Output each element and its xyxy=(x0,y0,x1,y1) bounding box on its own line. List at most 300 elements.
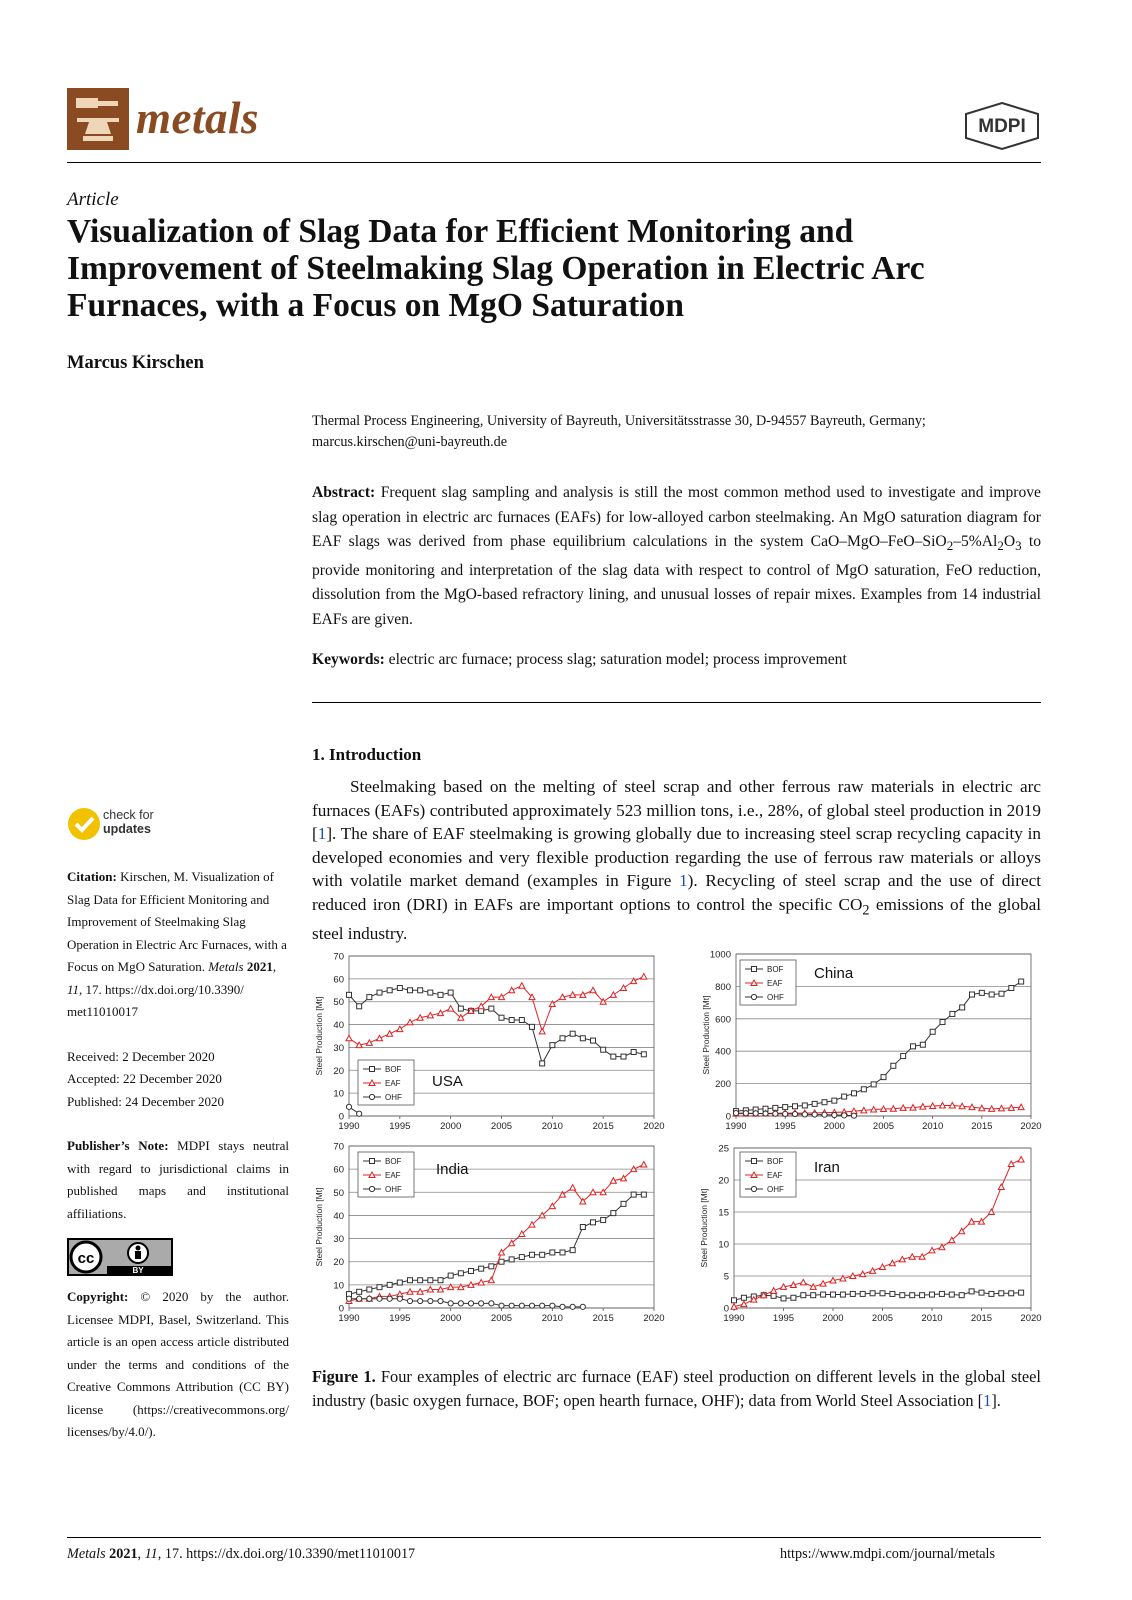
data-point-ohf xyxy=(822,1112,827,1117)
data-point-ohf xyxy=(377,1296,382,1301)
publisher-note xyxy=(67,1135,289,1225)
data-point-ohf xyxy=(438,1298,443,1303)
footer-url[interactable]: https://www.mdpi.com/journal/metals xyxy=(780,1546,996,1562)
caption-text: Four examples of electric arc furnace (EAF) steel production on different levels in the global steel industry (basic oxygen furnace, BOF; open hearth furnace, OHF); data from World Steel Association [ xyxy=(312,1367,1041,1410)
data-point-bof xyxy=(387,988,392,993)
data-point-bof xyxy=(989,1291,994,1296)
legend-marker xyxy=(369,1186,374,1191)
affiliation xyxy=(312,411,1052,453)
legend-marker xyxy=(370,1159,375,1164)
y-tick-label: 5 xyxy=(723,1271,729,1283)
data-point-eaf xyxy=(377,1035,383,1041)
intro-text: ]. The share of EAF steelmaking is growing globally due to increasing steel scrap recycling capacity in developed economies and very flexible production regarding the use of ferrous raw materials or alloys with volatile market demand (examples in Figure xyxy=(312,824,1041,890)
data-point-bof xyxy=(911,1044,916,1049)
data-point-bof xyxy=(999,1291,1004,1296)
data-point-bof xyxy=(519,1018,524,1023)
data-point-bof xyxy=(601,1047,606,1052)
data-point-bof xyxy=(367,1287,372,1292)
data-point-bof xyxy=(852,1091,857,1096)
keywords xyxy=(312,651,1041,669)
mdpi-logo xyxy=(962,101,1042,151)
x-tick-label: 2000 xyxy=(822,1313,844,1324)
data-point-bof xyxy=(920,1042,925,1047)
data-point-bof xyxy=(489,1006,494,1011)
data-point-ohf xyxy=(580,1304,585,1309)
series-line-bof xyxy=(349,1195,644,1295)
footer-volume: 11 xyxy=(144,1546,158,1562)
data-point-bof xyxy=(428,990,433,995)
sidebar xyxy=(67,866,289,1457)
reference-link[interactable]: 1 xyxy=(983,1391,992,1410)
data-point-ohf xyxy=(802,1112,807,1117)
legend-marker xyxy=(370,1067,375,1072)
data-point-ohf xyxy=(407,1298,412,1303)
data-point-ohf xyxy=(851,1113,856,1118)
legend-label: OHF xyxy=(385,1185,402,1194)
x-tick-label: 1990 xyxy=(338,1121,360,1132)
x-tick-label: 2000 xyxy=(823,1121,845,1132)
x-tick-label: 1990 xyxy=(723,1313,745,1324)
legend-marker xyxy=(369,1094,374,1099)
data-point-bof xyxy=(1009,986,1014,991)
data-point-bof xyxy=(560,1250,565,1255)
citation-doi[interactable]: , 17. https://dx.doi.org/10.3390/ met11010017 xyxy=(67,981,244,1019)
x-tick-label: 2015 xyxy=(971,1121,993,1132)
data-point-bof xyxy=(641,1192,646,1197)
y-tick-label: 30 xyxy=(333,1234,344,1246)
citation: Citation: Kirschen, M. Visualization of Slag Data for Efficient Monitoring and Improvement of Steelmaking Slag Operation in Electric Arc Furnaces, with a Focus on MgO Saturation. Metals 2021, 11, 17. https://dx.doi.org/10.3390/ met11010017 xyxy=(67,869,287,1019)
y-tick-label: 50 xyxy=(333,1187,344,1199)
x-tick-label: 1990 xyxy=(725,1121,747,1132)
x-tick-label: 2010 xyxy=(921,1313,943,1324)
data-point-eaf xyxy=(366,1040,372,1046)
data-point-bof xyxy=(890,1291,895,1296)
x-tick-label: 2020 xyxy=(1020,1121,1042,1132)
data-point-bof xyxy=(791,1295,796,1300)
x-tick-label: 2020 xyxy=(643,1313,665,1324)
data-point-ohf xyxy=(832,1112,837,1117)
data-point-eaf xyxy=(621,985,627,991)
y-tick-label: 10 xyxy=(333,1280,344,1292)
article-type: Article xyxy=(67,189,119,210)
y-tick-label: 40 xyxy=(333,1210,344,1222)
y-tick-label: 70 xyxy=(333,951,344,963)
keywords-text: electric arc furnace; process slag; saturation model; process improvement xyxy=(388,651,847,668)
data-point-bof xyxy=(891,1063,896,1068)
data-point-ohf xyxy=(842,1113,847,1118)
data-point-bof xyxy=(408,1278,413,1283)
data-point-ohf xyxy=(550,1303,555,1308)
header-rule xyxy=(67,162,1041,163)
data-point-bof xyxy=(540,1061,545,1066)
y-tick-label: 70 xyxy=(333,1141,344,1153)
data-point-eaf xyxy=(741,1301,747,1307)
data-point-bof xyxy=(1019,1290,1024,1295)
y-tick-label: 0 xyxy=(338,1111,344,1123)
data-point-bof xyxy=(377,1285,382,1290)
data-point-bof xyxy=(621,1201,626,1206)
data-point-eaf xyxy=(488,1277,494,1283)
data-point-bof xyxy=(979,990,984,995)
data-point-bof xyxy=(367,995,372,1000)
legend-label: OHF xyxy=(767,993,784,1002)
keywords-label: Keywords: xyxy=(312,651,385,668)
data-point-eaf xyxy=(346,1035,352,1041)
data-point-bof xyxy=(479,1266,484,1271)
published-date: Published: 24 December 2020 xyxy=(67,1093,225,1109)
data-point-bof xyxy=(621,1054,626,1059)
data-point-ohf xyxy=(367,1296,372,1301)
author: Marcus Kirschen xyxy=(67,353,204,373)
data-point-eaf xyxy=(1018,1157,1024,1163)
data-point-bof xyxy=(831,1292,836,1297)
data-point-bof xyxy=(530,1252,535,1257)
data-point-bof xyxy=(580,1225,585,1230)
subscript: 2 xyxy=(997,538,1004,554)
data-point-bof xyxy=(631,1192,636,1197)
cc-icon: cc xyxy=(77,1250,95,1267)
data-point-eaf xyxy=(448,1006,454,1012)
data-point-bof xyxy=(802,1103,807,1108)
data-point-ohf xyxy=(560,1304,565,1309)
footer-doi[interactable]: , 17. https://dx.doi.org/10.3390/met11010017 xyxy=(157,1546,416,1562)
data-point-bof xyxy=(509,1257,514,1262)
legend-label: EAF xyxy=(385,1079,401,1088)
data-point-eaf xyxy=(998,1184,1004,1190)
data-point-eaf xyxy=(539,1028,545,1034)
data-point-bof xyxy=(881,1075,886,1080)
data-point-eaf xyxy=(397,1026,403,1032)
mdpi-logo-text: MDPI xyxy=(978,116,1026,137)
citation-text: Kirschen, M. Visualization of Slag Data for Efficient Monitoring and Improvement of Steelmaking Slag Operation in Electric Arc Furnaces, with a Focus on MgO Saturation. xyxy=(67,869,287,974)
data-point-bof xyxy=(397,986,402,991)
y-tick-label: 1000 xyxy=(709,949,731,961)
citation-year: 2021 xyxy=(246,959,273,974)
y-tick-label: 60 xyxy=(333,1164,344,1176)
data-point-bof xyxy=(611,1211,616,1216)
data-point-bof xyxy=(959,1293,964,1298)
legend-label: BOF xyxy=(385,1065,402,1074)
data-point-bof xyxy=(601,1218,606,1223)
data-point-bof xyxy=(408,988,413,993)
data-point-ohf xyxy=(792,1111,797,1116)
publisher-note-text: MDPI stays neutral with regard to jurisdictional claims in published maps and institutional affiliations. xyxy=(67,1138,289,1221)
data-point-bof xyxy=(950,1011,955,1016)
data-point-ohf xyxy=(509,1303,514,1308)
subscript: 2 xyxy=(946,538,954,554)
chart-usa xyxy=(312,948,666,1140)
data-point-ohf xyxy=(529,1303,534,1308)
footer-year: 2021 xyxy=(109,1546,138,1562)
data-point-eaf xyxy=(610,992,616,998)
citation-label: Citation: xyxy=(67,869,117,884)
chart-china xyxy=(694,948,1044,1140)
legend-label: OHF xyxy=(767,1185,784,1194)
data-point-bof xyxy=(611,1054,616,1059)
abstract-text: Frequent slag sampling and analysis is still the most common method used to investigate and improve slag operation in electric arc furnaces (EAFs) for low-alloyed carbon steelmaking. An MgO saturation diagram for EAF slags was derived from phase equilibrium calculations in the system CaO–MgO–FeO–SiO xyxy=(312,484,1041,550)
data-point-eaf xyxy=(939,1244,945,1250)
data-point-eaf xyxy=(641,1162,647,1168)
x-tick-label: 2000 xyxy=(440,1313,462,1324)
y-tick-label: 200 xyxy=(715,1079,731,1091)
y-tick-label: 0 xyxy=(723,1303,729,1315)
data-point-eaf xyxy=(387,1031,393,1037)
journal-logo xyxy=(67,88,129,150)
data-point-ohf xyxy=(397,1296,402,1301)
x-tick-label: 2015 xyxy=(592,1121,614,1132)
x-tick-label: 2010 xyxy=(541,1313,563,1324)
x-tick-label: 2010 xyxy=(541,1121,563,1132)
abstract-rule xyxy=(312,702,1041,703)
data-point-bof xyxy=(910,1293,915,1298)
y-tick-label: 15 xyxy=(718,1207,729,1219)
x-tick-label: 2015 xyxy=(970,1313,993,1324)
y-tick-label: 10 xyxy=(333,1088,344,1100)
check-updates-line1: check for xyxy=(103,808,154,822)
data-point-bof xyxy=(812,1101,817,1106)
citation-journal: Metals xyxy=(208,959,244,974)
copyright-label: Copyright: xyxy=(67,1289,129,1304)
data-point-bof xyxy=(631,1050,636,1055)
data-point-bof xyxy=(347,992,352,997)
data-point-eaf xyxy=(1008,1161,1014,1167)
legend-marker xyxy=(752,1159,757,1164)
data-point-bof xyxy=(920,1293,925,1298)
y-axis-label: Steel Production [Mt] xyxy=(314,1187,324,1267)
data-point-bof xyxy=(930,1292,935,1297)
data-point-bof xyxy=(448,990,453,995)
legend-label: OHF xyxy=(385,1093,402,1102)
x-tick-label: 2020 xyxy=(1020,1313,1042,1324)
y-axis-label: Steel Production [Mt] xyxy=(314,996,324,1076)
data-point-bof xyxy=(989,992,994,997)
series-line-bof xyxy=(349,988,644,1063)
legend-marker xyxy=(752,967,757,972)
data-point-ohf xyxy=(499,1303,504,1308)
data-point-bof xyxy=(1009,1291,1014,1296)
data-point-bof xyxy=(999,991,1004,996)
figure-link[interactable]: 1 xyxy=(679,871,688,890)
data-point-eaf xyxy=(880,1264,886,1270)
data-point-bof xyxy=(871,1082,876,1087)
data-point-ohf xyxy=(773,1111,778,1116)
data-point-bof xyxy=(641,1052,646,1057)
footer-journal: Metals xyxy=(67,1546,106,1562)
data-point-bof xyxy=(832,1098,837,1103)
check-for-updates[interactable] xyxy=(67,806,207,842)
reference-link[interactable]: 1 xyxy=(317,824,327,843)
y-tick-label: 10 xyxy=(718,1239,729,1251)
data-point-ohf xyxy=(418,1298,423,1303)
x-tick-label: 2015 xyxy=(592,1313,614,1324)
data-point-eaf xyxy=(509,987,515,993)
data-point-bof xyxy=(438,992,443,997)
data-point-bof xyxy=(781,1296,786,1301)
data-point-bof xyxy=(387,1282,392,1287)
data-point-ohf xyxy=(753,1111,758,1116)
abstract-text: to provide monitoring and interpretation of the slag data with respect to control of MgO saturation, FeO reduction, dissolution from the MgO-based refractory lining, and unusual losses of repair mixes. Examples from 14 industrial EAFs are given. xyxy=(312,533,1041,628)
data-point-bof xyxy=(970,992,975,997)
data-point-eaf xyxy=(407,1019,413,1025)
data-point-eaf xyxy=(590,987,596,993)
data-point-bof xyxy=(489,1264,494,1269)
series-line-eaf xyxy=(349,977,644,1046)
article-title: Visualization of Slag Data for Efficient Monitoring and Improvement of Steelmaking Slag Operation in Electric Arc Furnaces, with a Focus on MgO Saturation xyxy=(67,213,925,324)
section-heading: 1. Introduction xyxy=(312,745,422,764)
x-tick-label: 1995 xyxy=(772,1313,795,1324)
copyright xyxy=(67,1286,289,1444)
data-point-bof xyxy=(870,1291,875,1296)
publisher-note-label: Publisher’s Note: xyxy=(67,1138,169,1153)
by-label: BY xyxy=(132,1266,144,1275)
footer-citation: Metals 2021, 11, 17. https://dx.doi.org/10.3390/met11010017 xyxy=(67,1546,416,1562)
y-tick-label: 400 xyxy=(715,1046,731,1058)
data-point-bof xyxy=(499,1015,504,1020)
data-point-bof xyxy=(861,1087,866,1092)
legend-label: EAF xyxy=(385,1171,401,1180)
x-tick-label: 2000 xyxy=(440,1121,462,1132)
abstract-text: –5%Al xyxy=(953,533,998,550)
data-point-bof xyxy=(418,1278,423,1283)
y-tick-label: 0 xyxy=(338,1303,344,1315)
data-point-bof xyxy=(880,1291,885,1296)
data-point-ohf xyxy=(428,1298,433,1303)
data-point-ohf xyxy=(489,1301,494,1306)
chart-region-label: USA xyxy=(432,1073,463,1090)
citation-volume: 11 xyxy=(67,981,80,997)
legend-marker xyxy=(751,994,756,999)
data-point-bof xyxy=(418,988,423,993)
legend-label: EAF xyxy=(767,979,783,988)
legend-label: BOF xyxy=(767,1157,784,1166)
y-tick-label: 30 xyxy=(333,1042,344,1054)
y-axis-label: Steel Production [Mt] xyxy=(699,1188,709,1268)
y-tick-label: 0 xyxy=(725,1111,731,1123)
data-point-eaf xyxy=(800,1279,806,1285)
x-tick-label: 2005 xyxy=(490,1313,513,1324)
data-point-ohf xyxy=(387,1296,392,1301)
subscript: 2 xyxy=(862,901,870,918)
series-line-eaf xyxy=(736,1105,1021,1113)
data-point-ohf xyxy=(357,1111,362,1116)
data-point-bof xyxy=(519,1255,524,1260)
data-point-bof xyxy=(499,1259,504,1264)
data-point-ohf xyxy=(540,1303,545,1308)
x-tick-label: 1995 xyxy=(774,1121,796,1132)
legend-label: BOF xyxy=(385,1157,402,1166)
x-tick-label: 2005 xyxy=(490,1121,513,1132)
data-point-eaf xyxy=(570,1185,576,1191)
data-point-bof xyxy=(840,1292,845,1297)
data-point-eaf xyxy=(438,1010,444,1016)
affiliation-line: Thermal Process Engineering, University of Bayreuth, Universitätsstrasse 30, D-94557 Bayreuth, Germany; xyxy=(312,413,926,429)
y-tick-label: 25 xyxy=(718,1143,729,1155)
intro-text: Steelmaking based on the melting of steel scrap and other ferrous raw materials in electric arc furnaces (EAFs) contributed approximately 523 million tons, i.e., 28%, of global steel production in 2019 [ xyxy=(312,777,1041,843)
chart-india xyxy=(312,1140,666,1330)
author-email[interactable]: marcus.kirschen@uni-bayreuth.de xyxy=(312,434,508,450)
data-point-bof xyxy=(940,1020,945,1025)
data-point-bof xyxy=(458,1006,463,1011)
data-point-bof xyxy=(822,1100,827,1105)
legend-label: BOF xyxy=(767,965,784,974)
data-point-ohf xyxy=(519,1303,524,1308)
data-point-eaf xyxy=(870,1268,876,1274)
caption-text: ]. xyxy=(991,1391,1001,1410)
data-point-ohf xyxy=(357,1296,362,1301)
data-point-bof xyxy=(901,1054,906,1059)
data-point-bof xyxy=(570,1248,575,1253)
series-line-bof xyxy=(734,1291,1021,1300)
data-point-ohf xyxy=(783,1111,788,1116)
chart-region-label: China xyxy=(814,965,854,982)
data-point-bof xyxy=(591,1038,596,1043)
data-point-bof xyxy=(448,1273,453,1278)
data-point-bof xyxy=(560,1036,565,1041)
data-point-bof xyxy=(377,990,382,995)
data-point-ohf xyxy=(458,1301,463,1306)
data-point-ohf xyxy=(812,1112,817,1117)
x-tick-label: 2020 xyxy=(643,1121,665,1132)
data-point-bof xyxy=(509,1018,514,1023)
x-tick-label: 2010 xyxy=(922,1121,944,1132)
dates xyxy=(67,1046,289,1114)
subscript: 3 xyxy=(1015,538,1022,554)
data-point-ohf xyxy=(346,1296,351,1301)
data-point-bof xyxy=(771,1293,776,1298)
figure-caption xyxy=(312,1365,1041,1413)
data-point-ohf xyxy=(468,1301,473,1306)
data-point-bof xyxy=(357,1004,362,1009)
data-point-bof xyxy=(397,1280,402,1285)
y-tick-label: 50 xyxy=(333,997,344,1009)
data-point-bof xyxy=(741,1295,746,1300)
data-point-bof xyxy=(550,1043,555,1048)
x-tick-label: 2005 xyxy=(871,1313,894,1324)
abstract xyxy=(312,481,1041,632)
x-tick-label: 1995 xyxy=(389,1121,411,1132)
legend-marker xyxy=(751,1186,756,1191)
cc-by-badge[interactable] xyxy=(67,1238,173,1276)
data-point-bof xyxy=(850,1291,855,1296)
intro-text: emissions of the global steel industry. xyxy=(312,894,1041,944)
data-point-ohf xyxy=(448,1301,453,1306)
chart-region-label: India xyxy=(436,1161,469,1178)
y-tick-label: 20 xyxy=(333,1257,344,1269)
chart-region-label: Iran xyxy=(814,1159,840,1176)
x-tick-label: 2005 xyxy=(872,1121,895,1132)
data-point-bof xyxy=(732,1298,737,1303)
data-point-bof xyxy=(821,1292,826,1297)
data-point-bof xyxy=(930,1029,935,1034)
legend-label: EAF xyxy=(767,1171,783,1180)
received-date: Received: 2 December 2020 xyxy=(67,1048,215,1064)
accepted-date: Accepted: 22 December 2020 xyxy=(67,1071,222,1086)
data-point-ohf xyxy=(570,1304,575,1309)
data-point-eaf xyxy=(519,983,525,989)
data-point-bof xyxy=(793,1104,798,1109)
y-tick-label: 40 xyxy=(333,1020,344,1032)
data-point-bof xyxy=(469,1268,474,1273)
data-point-bof xyxy=(949,1292,954,1297)
data-point-bof xyxy=(969,1289,974,1294)
data-point-bof xyxy=(900,1293,905,1298)
data-point-bof xyxy=(428,1278,433,1283)
abstract-label: Abstract: xyxy=(312,484,376,501)
figure-label: Figure 1. xyxy=(312,1367,376,1386)
data-point-ohf xyxy=(479,1301,484,1306)
y-tick-label: 600 xyxy=(715,1014,731,1026)
y-tick-label: 60 xyxy=(333,974,344,986)
